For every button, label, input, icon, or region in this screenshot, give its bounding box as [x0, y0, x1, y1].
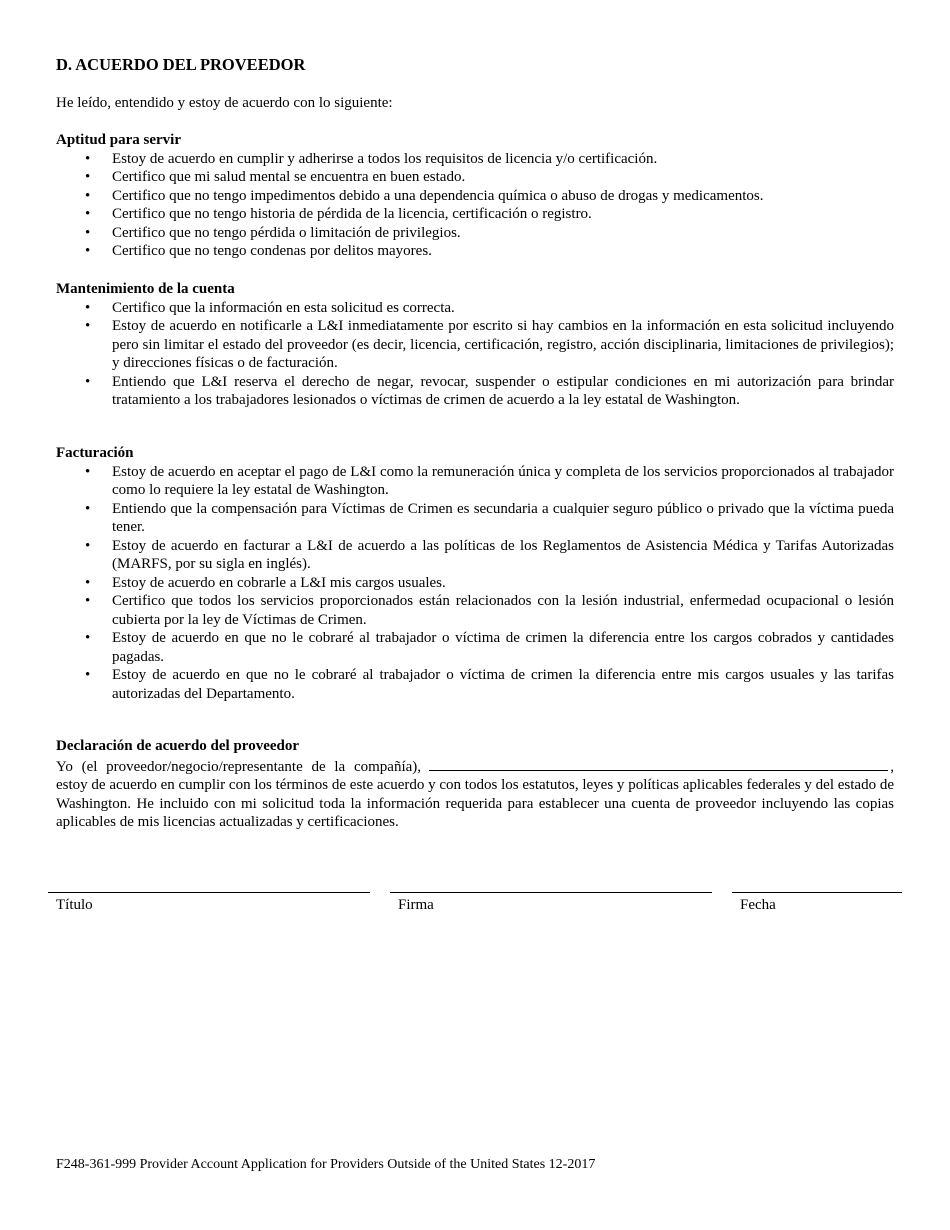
bullet-icon: •: [85, 318, 91, 334]
provider-name-field[interactable]: [429, 756, 888, 771]
list-item: • Estoy de acuerdo en que no le cobraré al trabajador o víctima de crimen la diferencia entre mis cargos usuales y las tarifas autorizadas del Departamento.: [85, 667, 894, 702]
declaration-title: Declaración de acuerdo del proveedor: [56, 738, 300, 754]
bullet-icon: •: [85, 463, 91, 480]
bullet-icon: •: [85, 243, 91, 259]
page-heading: D. ACUERDO DEL PROVEEDOR: [56, 55, 306, 74]
bullet-icon: •: [85, 206, 91, 222]
provider-declaration: [56, 737, 894, 832]
bullet-icon: •: [85, 224, 91, 241]
declaration-prefix: Yo (el proveedor/negocio/representante de la compañía),: [56, 758, 422, 775]
list-item: • Certifico que mi salud mental se encuentra en buen estado.: [85, 169, 466, 185]
title-label: Título: [56, 897, 93, 913]
bullet-icon: •: [85, 373, 91, 390]
section-title: Facturación: [56, 445, 134, 461]
list-item: • Certifico que no tengo historia de pérdida de la licencia, certificación o registro.: [85, 206, 592, 222]
bullet-icon: •: [85, 169, 91, 185]
section-aptitud: [56, 131, 894, 261]
form-footer: F248-361-999 Provider Account Application for Providers Outside of the United States 12-2017: [56, 1157, 596, 1172]
list-item: • Estoy de acuerdo en que no le cobraré al trabajador o víctima de crimen la diferencia entre los cargos cobrados y cantidades pagadas.: [85, 630, 894, 665]
intro-text: He leído, entendido y estoy de acuerdo con lo siguiente:: [56, 95, 393, 111]
list-item: • Entiendo que la compensación para Víctimas de Crimen es secundaria a cualquier seguro público o privado que la víctima pueda tener.: [85, 500, 894, 535]
list-item: • Estoy de acuerdo en cobrarle a L&I mis cargos usuales.: [85, 574, 446, 591]
section-title: Mantenimiento de la cuenta: [56, 281, 235, 297]
bullet-icon: •: [85, 537, 91, 554]
bullet-list: [56, 150, 894, 261]
list-item: • Certifico que la información en esta solicitud es correcta.: [85, 299, 455, 316]
date-signature-line[interactable]: [732, 892, 902, 893]
bullet-icon: •: [85, 667, 91, 683]
bullet-icon: •: [85, 187, 91, 204]
signature-line[interactable]: [390, 892, 712, 893]
section-mantenimiento: [56, 280, 894, 410]
list-item: • Certifico que todos los servicios proporcionados están relacionados con la lesión industrial, enfermedad ocupacional o lesión cubierta por la ley de Víctimas de Crimen.: [85, 593, 894, 628]
bullet-icon: •: [85, 150, 91, 167]
bullet-icon: •: [85, 630, 91, 646]
title-signature-line[interactable]: [48, 892, 370, 893]
section-facturacion: [56, 444, 894, 703]
list-item: • Estoy de acuerdo en aceptar el pago de L&I como la remuneración única y completa de los servicios proporcionados al trabajador como lo requiere la ley estatal de Washington.: [85, 463, 894, 498]
bullet-icon: •: [85, 299, 91, 316]
declaration-name-line: [56, 756, 894, 777]
bullet-icon: •: [85, 593, 91, 609]
list-item: • Certifico que no tengo pérdida o limitación de privilegios.: [85, 224, 461, 241]
list-item: • Certifico que no tengo impedimentos debido a una dependencia química o abuso de drogas y medicamentos.: [85, 187, 764, 204]
bullet-icon: •: [85, 500, 91, 517]
date-label: Fecha: [740, 897, 776, 913]
bullet-icon: •: [85, 574, 91, 591]
section-title: Aptitud para servir: [56, 132, 181, 148]
list-item: • Certifico que no tengo condenas por delitos mayores.: [85, 243, 432, 259]
list-item: • Entiendo que L&I reserva el derecho de negar, revocar, suspender o estipular condiciones en mi autorización para brindar tratamiento a los trabajadores lesionados o víctimas de crimen de acuerdo a la ley estatal de Washington.: [85, 373, 894, 408]
list-item: • Estoy de acuerdo en facturar a L&I de acuerdo a las políticas de los Reglamentos de Asistencia Médica y Tarifas Autorizadas (MARFS, por su sigla en inglés).: [85, 537, 894, 572]
list-item: • Estoy de acuerdo en cumplir y adherirse a todos los requisitos de licencia y/o certificación.: [85, 150, 658, 167]
bullet-list: [56, 463, 894, 704]
declaration-comma: ,: [890, 758, 894, 775]
list-item: • Estoy de acuerdo en notificarle a L&I inmediatamente por escrito si hay cambios en la información en esta solicitud incluyendo pero sin limitar el estado del proveedor (es decir, licencia, certificación, registro, acción disciplinaria, limitaciones de privilegios); y direcciones físicas o de facturación.: [85, 318, 894, 371]
signature-label: Firma: [398, 897, 434, 913]
bullet-list: [56, 299, 894, 410]
declaration-body: estoy de acuerdo en cumplir con los términos de este acuerdo y con todos los estatutos, leyes y políticas aplicables federales y del estado de Washington. He incluido con mi solicitud toda la información requerida para establecer una cuenta de proveedor incluyendo las copias aplicables de mis licencias actualizadas y certificaciones.: [56, 777, 894, 830]
